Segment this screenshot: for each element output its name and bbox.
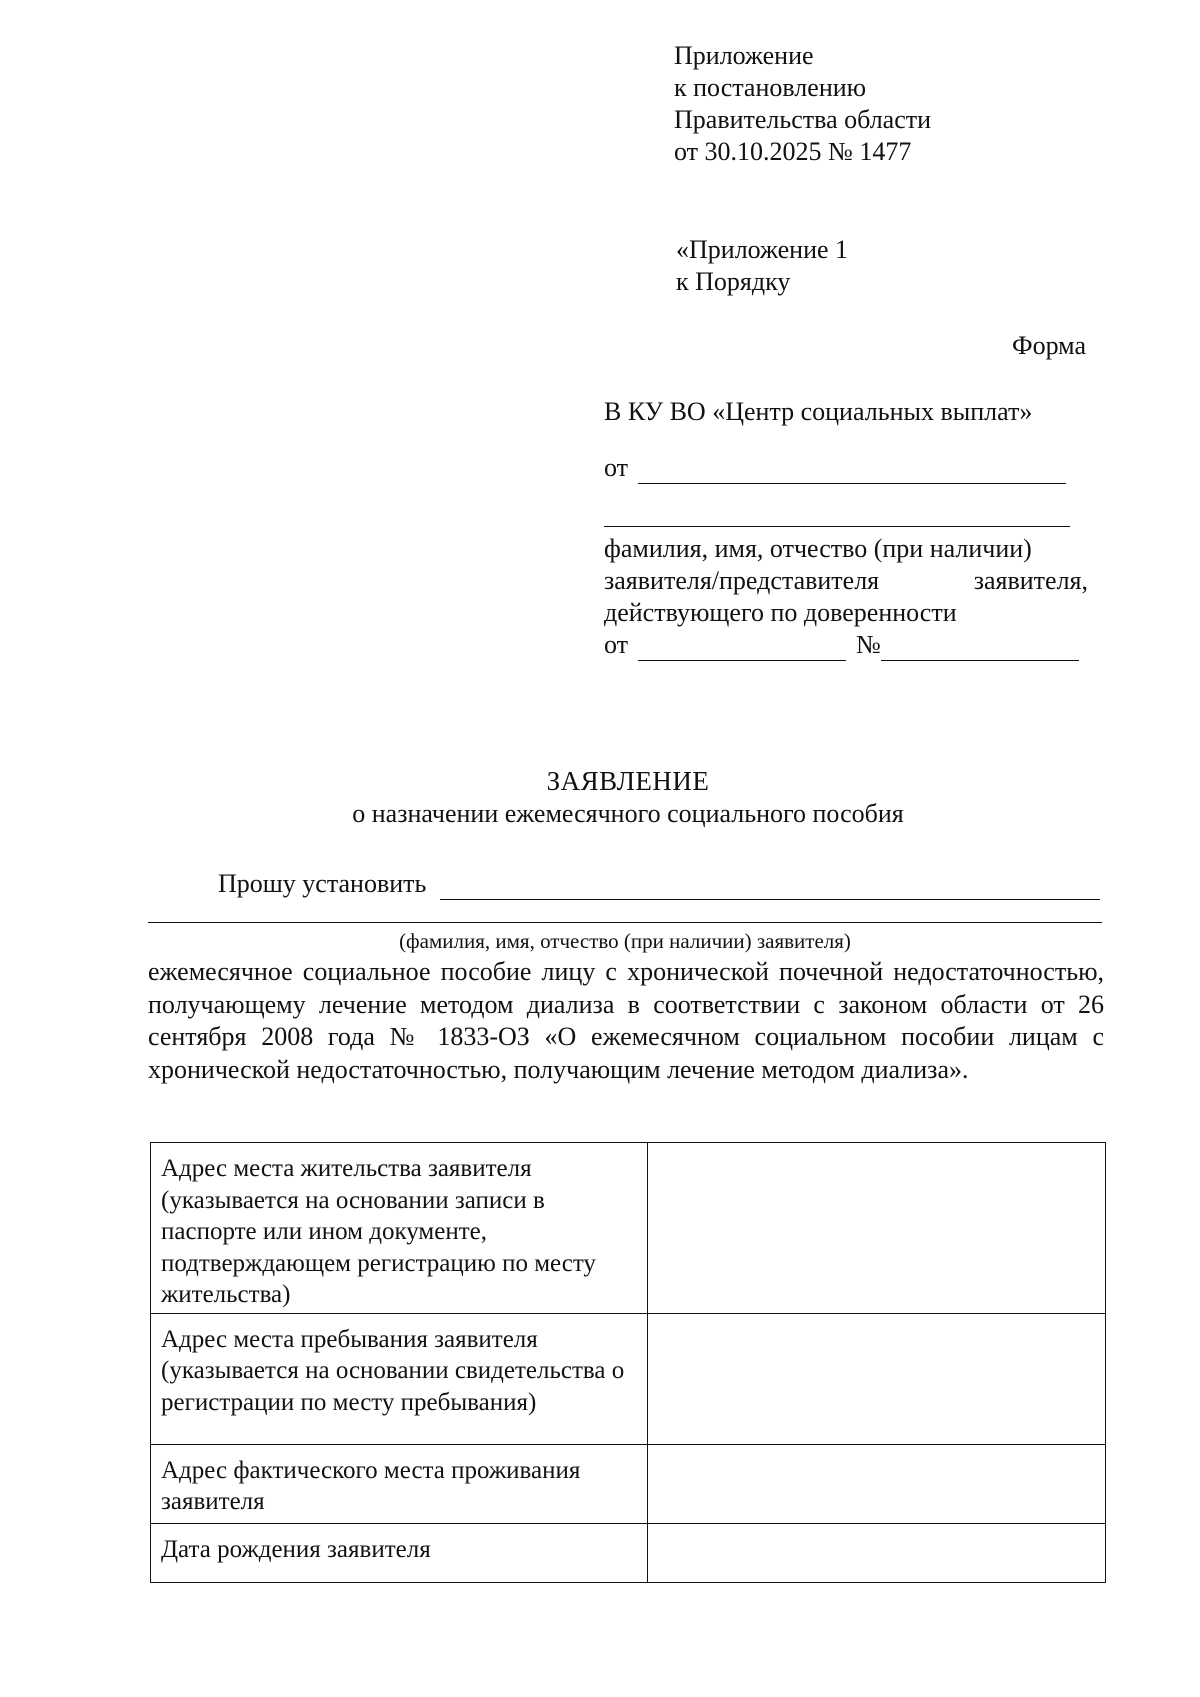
annex-line: Правительства области bbox=[674, 105, 932, 134]
table-row bbox=[151, 1143, 1106, 1314]
body-paragraph: ежемесячное социальное пособие лицу с хронической почечной недостаточностью, получающему лечение методом диализа в соответствии с законом области от 26 сентября 2008 года № 1833-ОЗ «О ежемесячном социальном пособии лицам с хронической недостаточностью, получающим лечение методом диализа». bbox=[148, 957, 1104, 1084]
annex-header bbox=[674, 40, 931, 168]
table-value-cell[interactable] bbox=[648, 1313, 1106, 1444]
document-subtitle: о назначении ежемесячного социального пособия bbox=[352, 799, 904, 828]
caption-line: фамилия, имя, отчество (при наличии) bbox=[604, 534, 1032, 563]
poa-number-field[interactable] bbox=[881, 634, 1079, 661]
annex-line: от 30.10.2025 № 1477 bbox=[674, 137, 912, 166]
annex2-line: к Порядку bbox=[676, 267, 791, 296]
addressee-block bbox=[604, 396, 1088, 661]
from-label: от bbox=[604, 453, 629, 482]
applicant-caption bbox=[604, 533, 1088, 661]
applicant-name-field-line2[interactable] bbox=[604, 500, 1070, 527]
poa-date-field[interactable] bbox=[638, 634, 846, 661]
table-row bbox=[151, 1444, 1106, 1523]
annex-line: к постановлению bbox=[674, 73, 867, 102]
table-label-cell: Дата рождения заявителя bbox=[151, 1523, 648, 1582]
table-label-cell: Адрес фактического места проживания заявителя bbox=[151, 1444, 648, 1523]
request-name-field[interactable] bbox=[440, 873, 1100, 900]
caption-right: заявителя, bbox=[973, 566, 1088, 595]
table-value-cell[interactable] bbox=[648, 1444, 1106, 1523]
request-row bbox=[218, 868, 1100, 900]
applicant-name-field[interactable] bbox=[638, 457, 1066, 484]
poa-from-label: от bbox=[604, 630, 629, 659]
caption-line: действующего по доверенности bbox=[604, 598, 957, 627]
order-annex-header bbox=[676, 234, 848, 298]
table-label-cell: Адрес места жительства заявителя (указывается на основании записи в паспорте или ином документе, подтверждающем регистрацию по месту жительства) bbox=[151, 1143, 648, 1314]
caption-left: заявителя/представителя bbox=[604, 566, 880, 595]
caption-line-justified bbox=[604, 565, 1088, 597]
request-caption: (фамилия, имя, отчество (при наличии) заявителя) bbox=[399, 929, 851, 953]
document-title: ЗАЯВЛЕНИЕ bbox=[546, 766, 710, 796]
addressee-organization: В КУ ВО «Центр социальных выплат» bbox=[604, 397, 1033, 426]
table-value-cell[interactable] bbox=[648, 1143, 1106, 1314]
table-label-cell: Адрес места пребывания заявителя (указывается на основании свидетельства о регистрации по месту пребывания) bbox=[151, 1313, 648, 1444]
annex-line: Приложение bbox=[674, 41, 814, 70]
request-label: Прошу установить bbox=[218, 869, 427, 898]
applicant-info-table bbox=[150, 1142, 1106, 1583]
poa-number-label: № bbox=[856, 630, 881, 659]
table-row bbox=[151, 1523, 1106, 1582]
power-of-attorney-row bbox=[604, 629, 1088, 661]
applicant-name-row bbox=[604, 452, 1088, 484]
table-value-cell[interactable] bbox=[648, 1523, 1106, 1582]
request-name-field-line2[interactable] bbox=[148, 898, 1102, 923]
form-label: Форма bbox=[1012, 331, 1086, 360]
annex2-line: «Приложение 1 bbox=[676, 235, 849, 264]
table-row bbox=[151, 1313, 1106, 1444]
